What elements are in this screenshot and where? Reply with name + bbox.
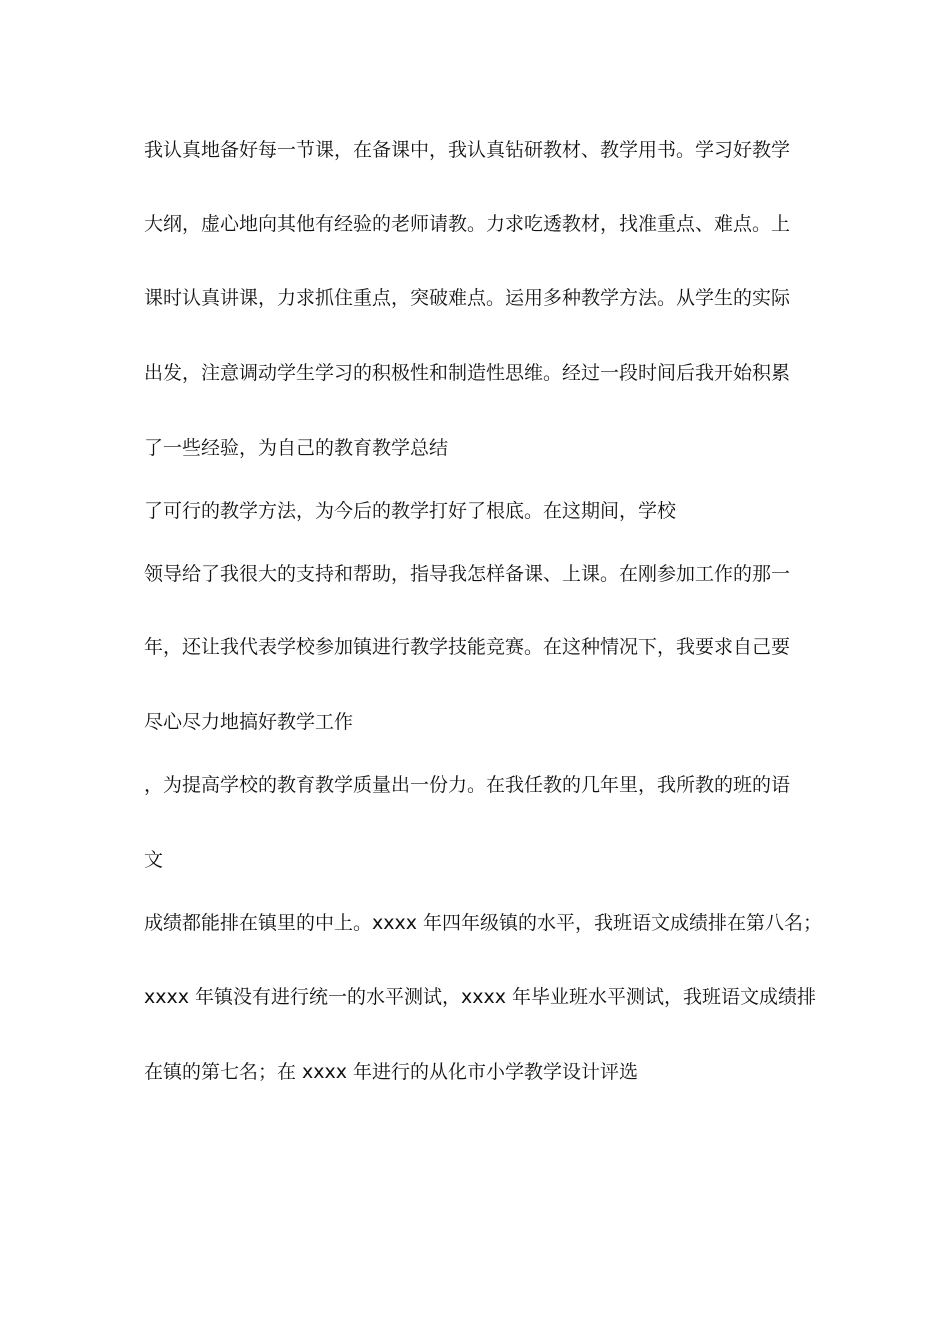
text-line: 在镇的第七名；在 xxxx 年进行的从化市小学教学设计评选: [144, 1061, 639, 1083]
text-line: 课时认真讲课，力求抓住重点，突破难点。运用多种教学方法。从学生的实际: [144, 287, 791, 309]
text-line: 领导给了我很大的支持和帮助，指导我怎样备课、上课。在刚参加工作的那一: [144, 563, 791, 585]
text-line: 出发，注意调动学生学习的积极性和制造性思维。经过一段时间后我开始积累: [144, 362, 791, 384]
text-line: 了一些经验，为自己的教育教学总结: [144, 437, 449, 459]
text-line: 了可行的教学方法，为今后的教学打好了根底。在这期间，学校: [144, 500, 677, 522]
text-line: 文: [144, 849, 164, 871]
text-line: 大纲，虚心地向其他有经验的老师请教。力求吃透教材，找准重点、难点。上: [144, 213, 791, 235]
text-line: 年，还让我代表学校参加镇进行教学技能竞赛。在这种情况下，我要求自己要: [144, 636, 791, 658]
text-line: ，为提高学校的教育教学质量出一份力。在我任教的几年里，我所教的班的语: [144, 774, 791, 796]
text-line: 我认真地备好每一节课，在备课中，我认真钻研教材、教学用书。学习好教学: [144, 139, 791, 161]
text-line: 尽心尽力地搞好教学工作: [144, 711, 354, 733]
text-line: xxxx 年镇没有进行统一的水平测试，xxxx 年毕业班水平测试，我班语文成绩排: [144, 986, 817, 1008]
text-line: 成绩都能排在镇里的中上。xxxx 年四年级镇的水平，我班语文成绩排在第八名；: [144, 912, 823, 934]
